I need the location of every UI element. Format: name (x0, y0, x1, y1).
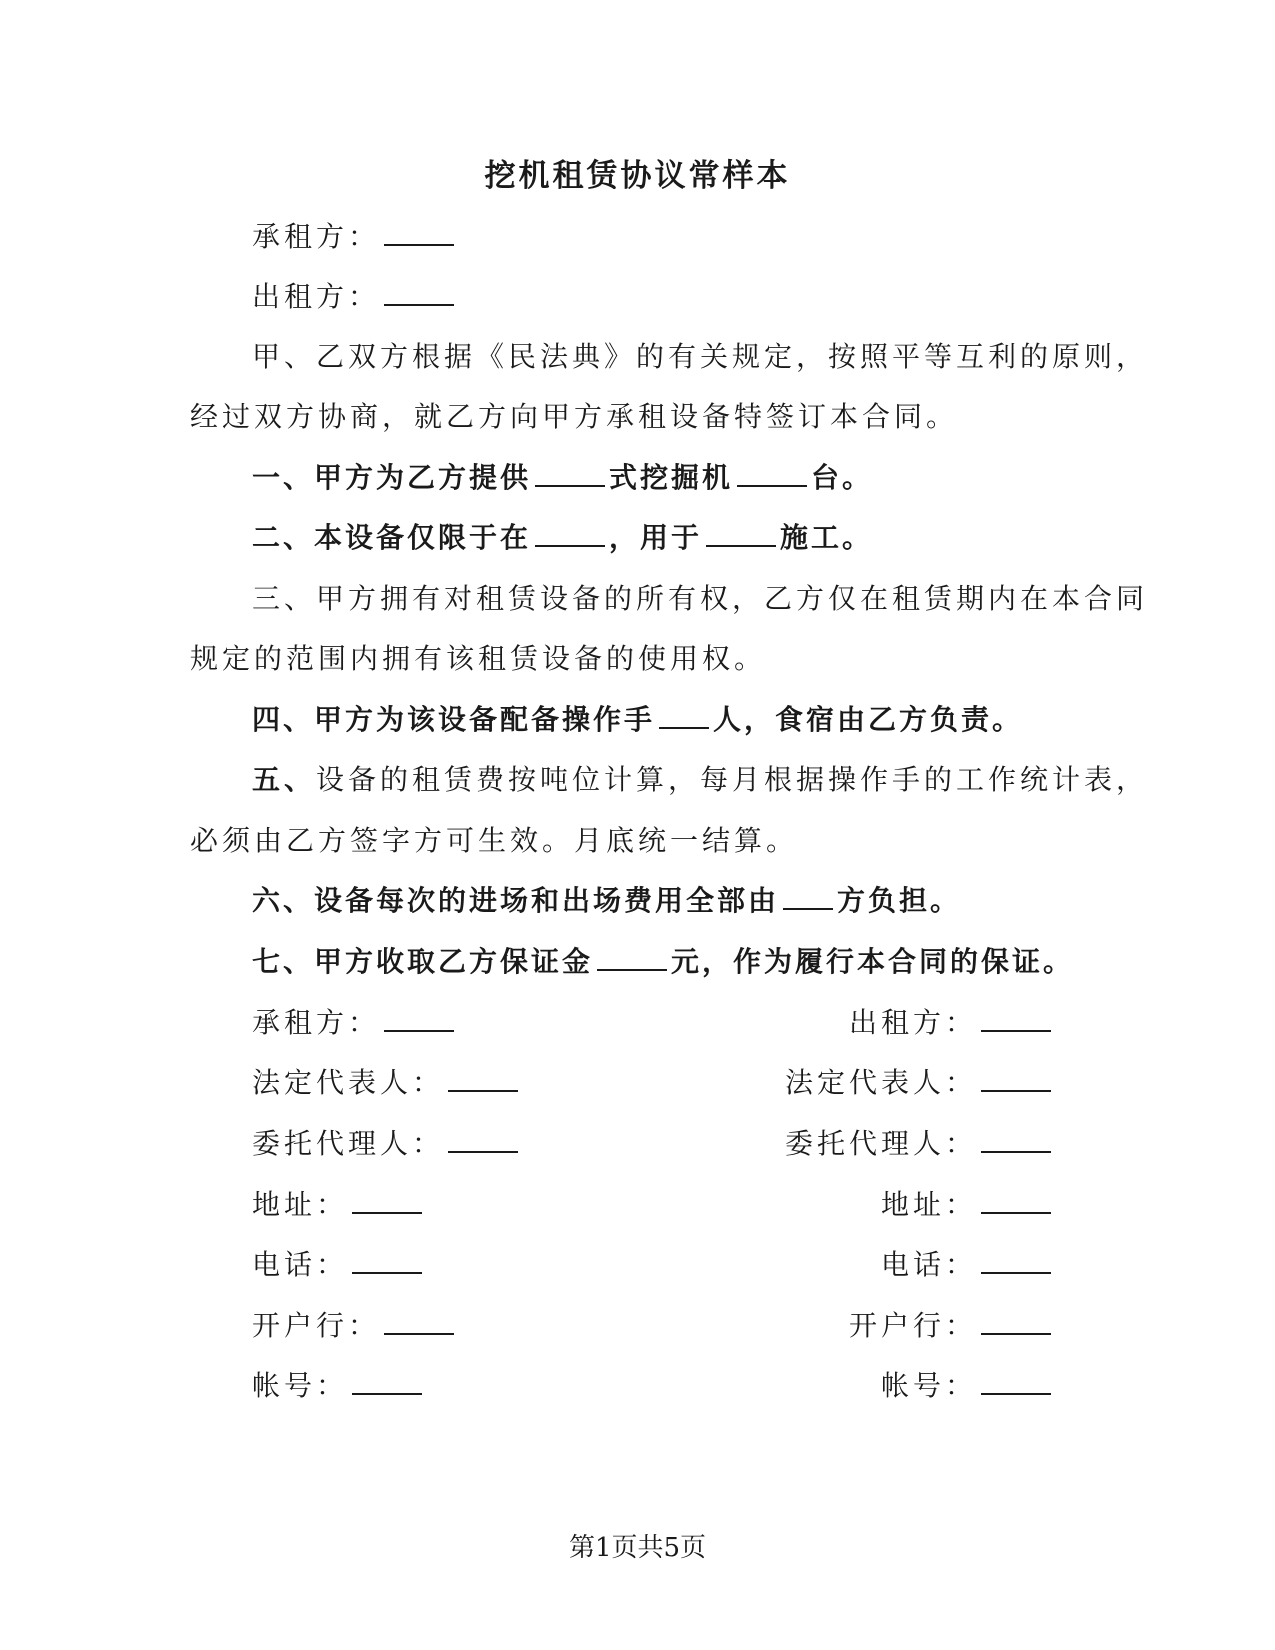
signature-left-account (252, 1366, 426, 1406)
signature-blank (384, 1307, 454, 1335)
document-title: 挖机租赁协议常样本 (484, 158, 791, 194)
clause-2-part-b: ，用于 (609, 521, 703, 554)
signature-left-account-label: 帐号： (252, 1369, 349, 1402)
signature-right-account (881, 1366, 1055, 1406)
signature-left-address (252, 1185, 426, 1225)
signature-right-address-label: 地址： (880, 1188, 977, 1221)
signature-right-agent-label: 委托代理人： (784, 1127, 977, 1160)
clause-7-blank (597, 943, 667, 971)
clause-3-line-1: 三、甲方拥有对租赁设备的所有权，乙方仅在租赁期内在本合同 (252, 582, 1149, 615)
page-number: 第1页共5页 (568, 1533, 707, 1563)
clause-4-blank (659, 701, 709, 729)
signature-blank (448, 1064, 518, 1092)
signature-right-legal-rep-label: 法定代表人： (784, 1066, 977, 1099)
clause-1-blank-1 (535, 459, 605, 487)
signature-right-phone (881, 1245, 1055, 1285)
signature-left-phone-label: 电话： (252, 1248, 349, 1281)
signature-right-lessor-label: 出租方： (848, 1006, 977, 1039)
lessee-blank (384, 218, 454, 246)
signature-left-legal-rep-label: 法定代表人： (252, 1066, 445, 1099)
clause-6-part-b: 方负担。 (837, 884, 962, 917)
signature-left-agent (252, 1124, 522, 1164)
signature-blank (981, 1186, 1051, 1214)
signature-blank (981, 1307, 1051, 1335)
clause-7-part-a: 七、甲方收取乙方保证金 (252, 945, 594, 978)
clause-5-number: 五、 (252, 763, 317, 796)
signature-right-address (881, 1185, 1055, 1225)
signature-right-bank (849, 1306, 1055, 1346)
clause-4-part-a: 四、甲方为该设备配备操作手 (252, 703, 656, 736)
signature-right-phone-label: 电话： (880, 1248, 977, 1281)
signature-right-lessor (849, 1003, 1055, 1043)
lessee-label: 承租方： (252, 220, 381, 253)
clause-1-part-a: 一、甲方为乙方提供 (252, 461, 532, 494)
lessee-line (252, 217, 458, 257)
signature-blank (384, 1004, 454, 1032)
signature-left-lessee (252, 1003, 458, 1043)
signature-right-agent (785, 1124, 1055, 1164)
clause-1 (252, 458, 873, 498)
signature-blank (981, 1246, 1051, 1274)
signature-blank (981, 1004, 1051, 1032)
clause-1-part-c: 台。 (811, 461, 874, 494)
clause-4-part-b: 人，食宿由乙方负责。 (713, 703, 1024, 736)
signature-left-bank-label: 开户行： (252, 1309, 381, 1342)
clause-3-line-2: 规定的范围内拥有该租赁设备的使用权。 (190, 642, 767, 675)
lessor-blank (384, 278, 454, 306)
clause-2-blank-1 (535, 519, 605, 547)
signature-right-account-label: 帐号： (880, 1369, 977, 1402)
signature-left-agent-label: 委托代理人： (252, 1127, 445, 1160)
clause-5-line-1 (252, 760, 1148, 800)
intro-paragraph-line-2: 经过双方协商，就乙方向甲方承租设备特签订本合同。 (190, 400, 959, 433)
signature-blank (352, 1246, 422, 1274)
intro-paragraph-line-1: 甲、乙双方根据《民法典》的有关规定，按照平等互利的原则， (252, 340, 1149, 373)
clause-5-text: 设备的租赁费按吨位计算，每月根据操作手的工作统计表， (316, 763, 1149, 796)
clause-2-part-c: 施工。 (780, 521, 874, 554)
clause-6-blank (783, 882, 833, 910)
signature-left-legal-rep (252, 1063, 522, 1103)
clause-1-blank-2 (737, 459, 807, 487)
clause-5-line-2: 必须由乙方签字方可生效。月底统一结算。 (190, 824, 799, 857)
clause-1-part-b: 式挖掘机 (609, 461, 734, 494)
signature-left-phone (252, 1245, 426, 1285)
signature-blank (352, 1186, 422, 1214)
clause-6 (252, 881, 961, 921)
signature-blank (981, 1125, 1051, 1153)
clause-7-part-b: 元，作为履行本合同的保证。 (671, 945, 1075, 978)
signature-left-address-label: 地址： (252, 1188, 349, 1221)
lessor-label: 出租方： (252, 280, 381, 313)
clause-2-blank-2 (706, 519, 776, 547)
lessor-line (252, 277, 458, 317)
signature-blank (352, 1367, 422, 1395)
signature-blank (448, 1125, 518, 1153)
signature-right-legal-rep (785, 1063, 1055, 1103)
signature-left-bank (252, 1306, 458, 1346)
signature-right-bank-label: 开户行： (848, 1309, 977, 1342)
clause-7 (252, 942, 1074, 982)
clause-4 (252, 700, 1023, 740)
clause-2-part-a: 二、本设备仅限于在 (252, 521, 532, 554)
signature-left-lessee-label: 承租方： (252, 1006, 381, 1039)
clause-2 (252, 518, 873, 558)
clause-6-part-a: 六、设备每次的进场和出场费用全部由 (252, 884, 780, 917)
signature-blank (981, 1367, 1051, 1395)
signature-blank (981, 1064, 1051, 1092)
